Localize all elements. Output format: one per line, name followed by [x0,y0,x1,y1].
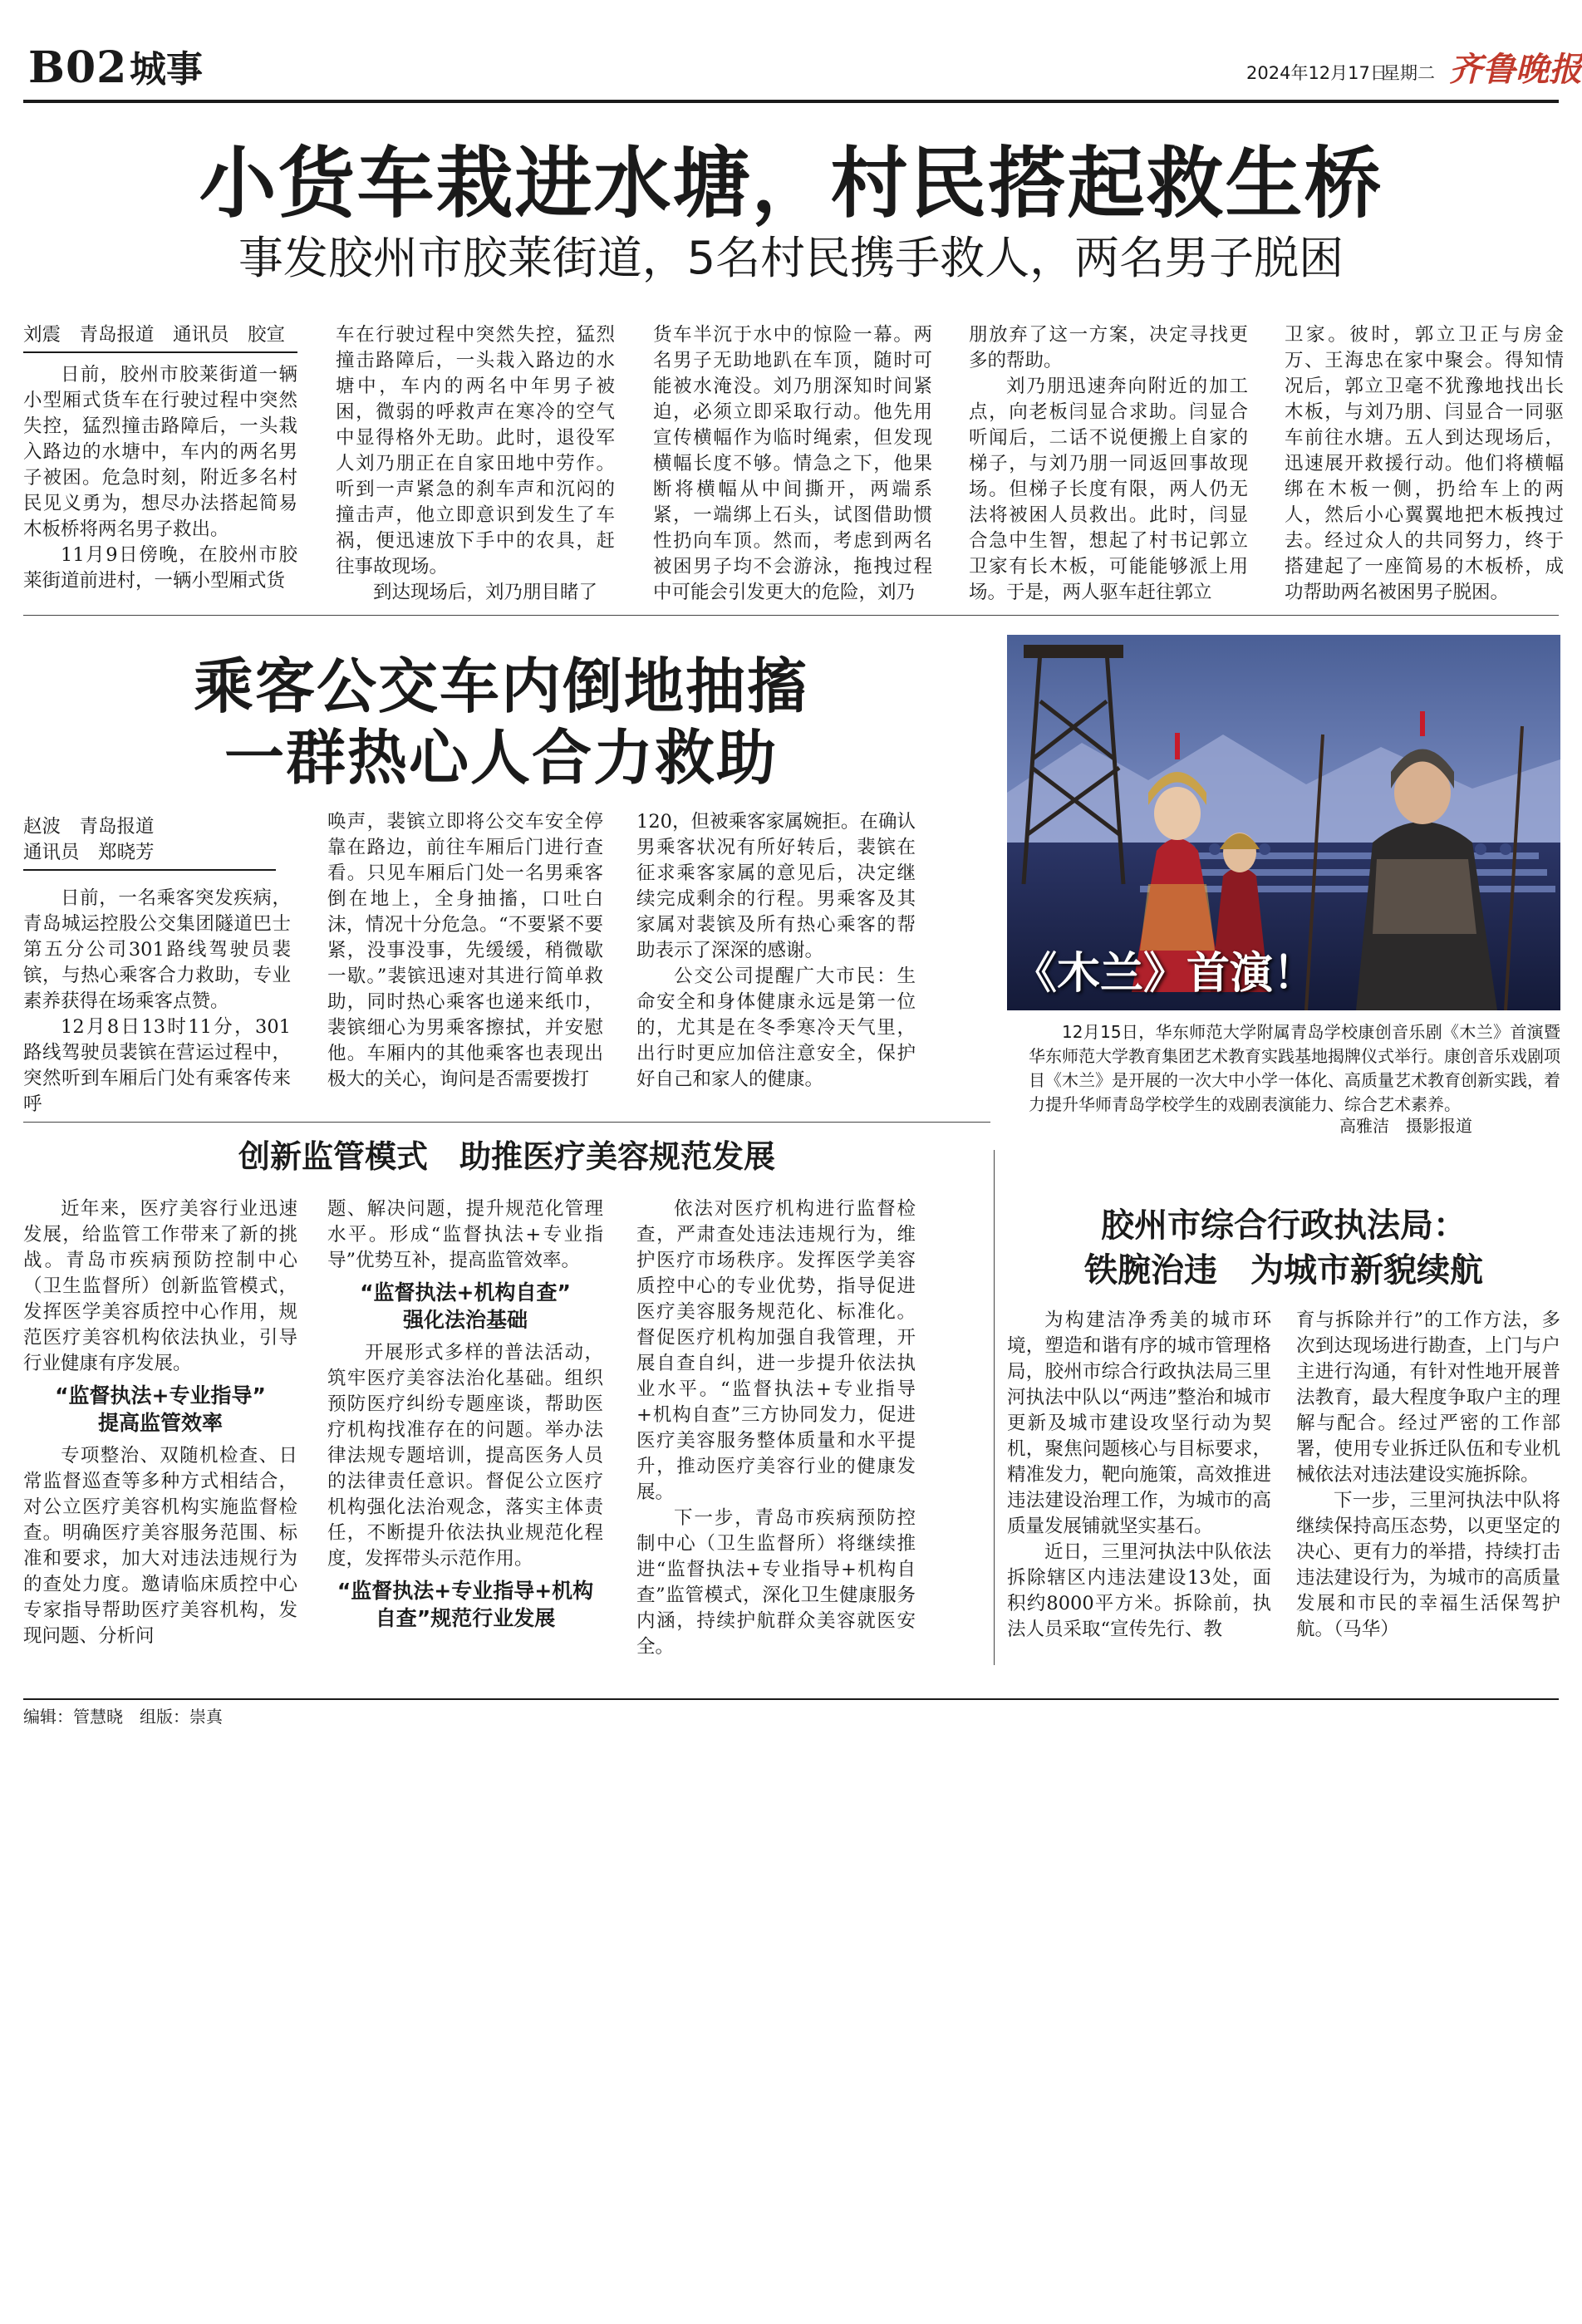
subhead-line: 自查”规范行业发展 [375,1606,556,1630]
issue-weekday: 星期二 [1383,63,1435,83]
story1-column-4 [969,322,1248,606]
subhead-line: 提高监管效率 [97,1411,223,1435]
story4-column-1 [1007,1308,1271,1643]
paragraph: 下一步，三里河执法中队将继续保持高压态势，以更坚定的决心、更有力的举措，持续打击违法建设行为，为城市的高质量发展和市民的幸福生活保驾护航。（马华） [1296,1490,1560,1640]
story4-headline-line1: 胶州市综合行政执法局： [1101,1206,1467,1245]
story4-column-2 [1296,1308,1560,1643]
story2-byline [23,814,276,871]
paragraph: 育与拆除并行”的工作方法，多次到达现场进行勘查，上门与户主进行沟通，有针对性地开展普法教育，最大程度争取户主的理解与配合。经过严密的工作部署，使用专业拆迁队伍和专业机械依法对违法建设实施拆除。 [1296,1309,1560,1486]
story2-column-2 [327,809,603,1093]
paragraph: 题、解决问题，提升规范化管理水平。形成“监督执法+专业指导”优势互补，提高监管效率。 [327,1198,603,1271]
story1-bottom-rule [23,615,1559,616]
story3-column-2 [327,1196,603,1639]
mulan-stage-photo [1007,635,1560,1010]
story1-byline: 刘震 青岛报道 通讯员 胶宣 [23,322,297,353]
paragraph: 日前，一名乘客突发疾病，青岛城运控股公交集团隧道巴士第五分公司301路线驾驶员裴镔，与热心乘客合力救助，专业素养获得在场乘客点赞。 [23,887,291,1012]
story1-column-3 [653,322,932,606]
story2-column-3 [636,809,916,1093]
page-code: B02 [28,42,128,93]
story3-top-rule [23,1122,990,1123]
paragraph: 近年来，医疗美容行业迅速发展，给监管工作带来了新的挑战。青岛市疾病预防控制中心（卫生监督所）创新监管模式，发挥医学美容质控中心作用，规范医疗美容机构依法执业，引导行业健康有序发展。 [23,1198,297,1374]
paragraph: 卫家。彼时，郭立卫正与房金万、王海忠在家中聚会。得知情况后，郭立卫毫不犹豫地找出长木板，与刘乃朋、闫显合一同驱车前往水塘。五人到达现场后，迅速展开救援行动。他们将横幅绑在木板一侧，扔给车上的两人，然后小心翼翼地把木板拽过去。经过众人的共同努力，终于搭建起了一座简易的木板桥，成功帮助两名被困男子脱困。 [1285,324,1564,603]
paragraph: 120，但被乘客家属婉拒。在确认男乘客状况有所好转后，裴镔在征求乘客家属的意见后，决定继续完成剩余的行程。男乘客及其家属对裴镔及所有热心乘客的帮助表示了深深的感谢。 [636,811,916,961]
story2-column-1 [23,886,291,1118]
photo-overlay-title: 《木兰》首演！ [1014,948,1317,999]
subhead-line: 强化法治基础 [402,1308,528,1332]
paragraph: 唤声，裴镔立即将公交车安全停靠在路边，前往车厢后门进行查看。只见车厢后门处一名男乘客倒在地上，全身抽搐，口吐白沫，情况十分危急。“不要紧不要紧，没事没事，先缓缓，稍微歇一歇。”裴镔迅速对其进行简单救助，同时热心乘客也递来纸巾，裴镔细心为男乘客擦拭，并安慰他。车厢内的其他乘客也表现出极大的关心，询问是否需要拨打 [327,811,603,1090]
story3-column-1 [23,1196,297,1649]
paragraph: 日前，胶州市胶莱街道一辆小型厢式货车在行驶过程中突然失控，猛烈撞击路障后，一头栽入路边的水塘中，车内的两名男子被困。危急时刻，附近多名村民见义勇为，想尽办法搭起简易木板桥将两名男子救出。 [23,364,297,540]
paragraph: 依法对医疗机构进行监督检查，严肃查处违法违规行为，维护医疗市场秩序。发挥医学美容质控中心的专业优势，指导促进医疗美容服务规范化、标准化。督促医疗机构加强自我管理，开展自查自纠，进一步提升依法执业水平。“监督执法+专业指导+机构自查”三方协同发力，促进医疗美容服务整体质量和水平提升，推动医疗美容行业的健康发展。 [636,1198,916,1503]
section-name: 城事 [130,48,203,91]
story2-byline-line1: 赵波 青岛报道 [23,816,155,838]
story2-byline-line2: 通讯员 郑晓芳 [23,842,155,863]
paragraph: 公交公司提醒广大市民：生命安全和身体健康永远是第一位的，尤其是在冬季寒冷天气里，出行时更应加倍注意安全，保护好自己和家人的健康。 [636,965,916,1090]
newspaper-logo: 齐鲁晚报 [1449,50,1582,89]
paragraph: 到达现场后，刘乃朋目睹了 [373,582,598,603]
story3-subhead-1 [23,1382,297,1437]
story1-headline: 小货车栽进水塘，村民搭起救生桥 [199,138,1383,228]
subhead-line: “监督执法+专业指导” [55,1383,266,1408]
story4-headline-line2: 铁腕治违 为城市新貌续航 [1084,1250,1483,1290]
paragraph: 货车半沉于水中的惊险一幕。两名男子无助地趴在车顶，随时可能被水淹没。刘乃朋深知时间紧迫，必须立即采取行动。他先用宣传横幅作为临时绳索，但发现横幅长度不够。情急之下，他果断将横幅从中间撕开，两端系紧，一端绑上石头，试图借助惯性扔向车顶。然而，考虑到两名被困男子均不会游泳，拖拽过程中可能会引发更大的危险，刘乃 [653,324,932,603]
story3-column-3 [636,1196,916,1660]
caption-text: 12月15日，华东师范大学附属青岛学校康创音乐剧《木兰》首演暨华东师范大学教育集团艺术教育实践基地揭牌仪式举行。康创音乐戏剧项目《木兰》是开展的一次大中小学一体化、高质量艺术教育创新实践，着力提升华师青岛学校学生的戏剧表演能力、综合艺术素养。 [1029,1022,1560,1114]
story4-divider [994,1150,995,1665]
story1-column-1 [23,362,297,594]
story1-column-5 [1285,322,1564,606]
paragraph: 刘乃朋迅速奔向附近的加工点，向老板闫显合求助。闫显合听闻后，二话不说便搬上自家的梯子，与刘乃朋一同返回事故现场。但梯子长度有限，两人仍无法将被困人员救出。此时，闫显合急中生智，想起了村书记郭立卫家有长木板，可能能够派上用场。于是，两人驱车赶往郭立 [969,376,1248,603]
story2-headline-line2: 一群热心人合力救助 [224,722,778,793]
paragraph: 11月9日傍晚，在胶州市胶莱街道前进村，一辆小型厢式货 [23,544,297,592]
paragraph: 开展形式多样的普法活动，筑牢医疗美容法治化基础。组织预防医疗纠纷专题座谈，帮助医疗机构找准存在的问题。举办法律法规专题培训，提高医务人员的法律责任意识。督促公立医疗机构强化法治观念，落实主体责任，不断提升依法执业规范化程度，发挥带头示范作用。 [327,1342,603,1570]
paragraph: 12月8日13时11分，301路线驾驶员裴镔在营运过程中，突然听到车厢后门处有乘客传来呼 [23,1016,291,1115]
paragraph: 专项整治、双随机检查、日常监督巡查等多种方式相结合，对公立医疗美容机构实施监督检查。明确医疗美容服务范围、标准和要求，加大对违法违规行为的查处力度。邀请临床质控中心专家指导帮助医疗美容机构，发现问题、分析问 [23,1445,297,1647]
story1-subheadline: 事发胶州市胶莱街道，5名村民携手救人，两名男子脱困 [238,232,1344,284]
story3-headline: 创新监管模式 助推医疗美容规范发展 [238,1138,775,1175]
masthead-rule [23,100,1559,103]
story3-subhead-3 [327,1577,603,1632]
subhead-line: “监督执法+机构自查” [360,1280,571,1304]
footer-rule [23,1698,1559,1700]
issue-date: 2024年12月17日 [1246,63,1388,83]
paragraph: 为构建洁净秀美的城市环境，塑造和谐有序的城市管理格局，胶州市综合行政执法局三里河执法中队以“两违”整治和城市更新及城市建设攻坚行动为契机，聚焦问题核心与目标要求，精准发力，靶向施策，高效推进违法建设治理工作，为城市的高质量发展铺就坚实基石。 [1007,1309,1271,1537]
story3-subhead-2 [327,1279,603,1334]
subhead-line: “监督执法+专业指导+机构 [337,1579,594,1603]
paragraph: 近日，三里河执法中队依法拆除辖区内违法建设13处，面积约8000平方米。拆除前，执法人员采取“宣传先行、教 [1007,1541,1271,1640]
story2-headline-line1: 乘客公交车内倒地抽搐 [193,651,808,721]
photo-caption [1029,1020,1560,1117]
story1-column-2 [336,322,615,606]
photo-credit: 高雅洁 摄影报道 [1339,1116,1472,1136]
editor-credits: 编辑：管慧晓 组版：崇真 [23,1707,223,1727]
paragraph: 车在行驶过程中突然失控，猛烈撞击路障后，一头栽入路边的水塘中，车内的两名中年男子被困，微弱的呼救声在寒冷的空气中显得格外无助。此时，退役军人刘乃朋正在自家田地中劳作。听到一声紧急的刹车声和沉闷的撞击声，他立即意识到发生了车祸，便迅速放下手中的农具，赶往事故现场。 [336,324,615,577]
paragraph: 朋放弃了这一方案，决定寻找更多的帮助。 [969,324,1248,371]
paragraph: 下一步，青岛市疾病预防控制中心（卫生监督所）将继续推进“监督执法+专业指导+机构自查”监管模式，深化卫生健康服务内涵，持续护航群众美容就医安全。 [636,1507,916,1658]
